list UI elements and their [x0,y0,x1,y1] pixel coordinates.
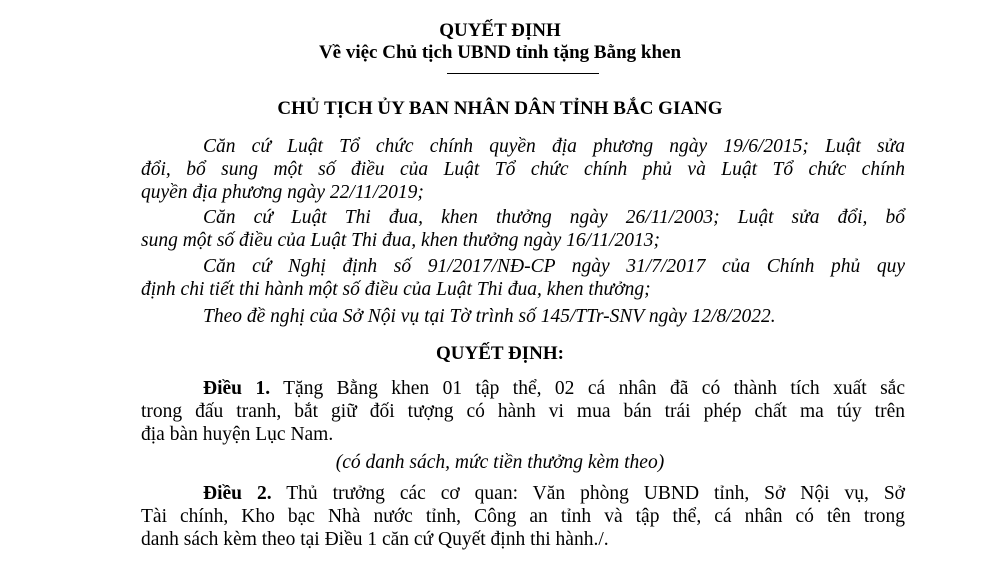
issuing-authority: CHỦ TỊCH ỦY BAN NHÂN DÂN TỈNH BẮC GIANG [277,98,723,119]
document-subtitle: Về việc Chủ tịch UBND tỉnh tặng Bằng khen [318,42,682,63]
article-1 [141,377,905,446]
article-1-label: Điều 1. [203,378,271,399]
legal-basis-1-line-1: Căn cứ Luật Tổ chức chính quyền địa phương ngày 19/6/2015; Luật sửa [203,136,905,157]
article-2 [141,482,905,551]
legal-basis-3-line-1: Căn cứ Nghị định số 91/2017/NĐ-CP ngày 31/7/2017 của Chính phủ quy [203,256,905,277]
article-1-line-2: trong đấu tranh, bắt giữ đối tượng có hành vi mua bán trái phép chất ma túy trên [141,401,905,422]
article-2-line-3: danh sách kèm theo tại Điều 1 căn cứ Quyết định thi hành./. [141,529,609,550]
decision-heading: QUYẾT ĐỊNH: [436,343,564,364]
article-2-line-2: Tài chính, Kho bạc Nhà nước tỉnh, Công an tỉnh và tập thể, cá nhân có tên trong [141,506,905,527]
legal-basis-2-line-2: sung một số điều của Luật Thi đua, khen thưởng ngày 16/11/2013; [141,230,660,251]
legal-basis-1-line-3: quyền địa phương ngày 22/11/2019; [141,182,424,203]
legal-basis-2-line-1: Căn cứ Luật Thi đua, khen thưởng ngày 26/11/2003; Luật sửa đổi, bổ [203,207,905,228]
article-2-label: Điều 2. [203,483,272,504]
legal-basis-3 [141,255,905,301]
attachment-note: (có danh sách, mức tiền thưởng kèm theo) [335,452,665,473]
document-title: QUYẾT ĐỊNH [439,20,561,41]
article-2-line-1 [141,482,905,505]
legal-basis-3-line-2: định chi tiết thi hành một số điều của Luật Thi đua, khen thưởng; [141,279,651,300]
title-divider [447,73,599,74]
legal-basis-4 [141,305,905,328]
article-2-first-line-text: Thủ trưởng các cơ quan: Văn phòng UBND tỉnh, Sở Nội vụ, Sở [271,483,905,504]
article-1-line-1 [141,377,905,400]
legal-basis-4-line-1: Theo đề nghị của Sở Nội vụ tại Tờ trình số 145/TTr-SNV ngày 12/8/2022. [203,306,776,327]
article-1-first-line-text: Tặng Bằng khen 01 tập thể, 02 cá nhân đã có thành tích xuất sắc [270,378,905,399]
article-1-line-3: địa bàn huyện Lục Nam. [141,424,334,445]
legal-basis-1 [141,135,905,204]
legal-basis-1-line-2: đổi, bổ sung một số điều của Luật Tổ chức chính phủ và Luật Tổ chức chính [141,159,905,180]
legal-basis-2 [141,206,905,252]
